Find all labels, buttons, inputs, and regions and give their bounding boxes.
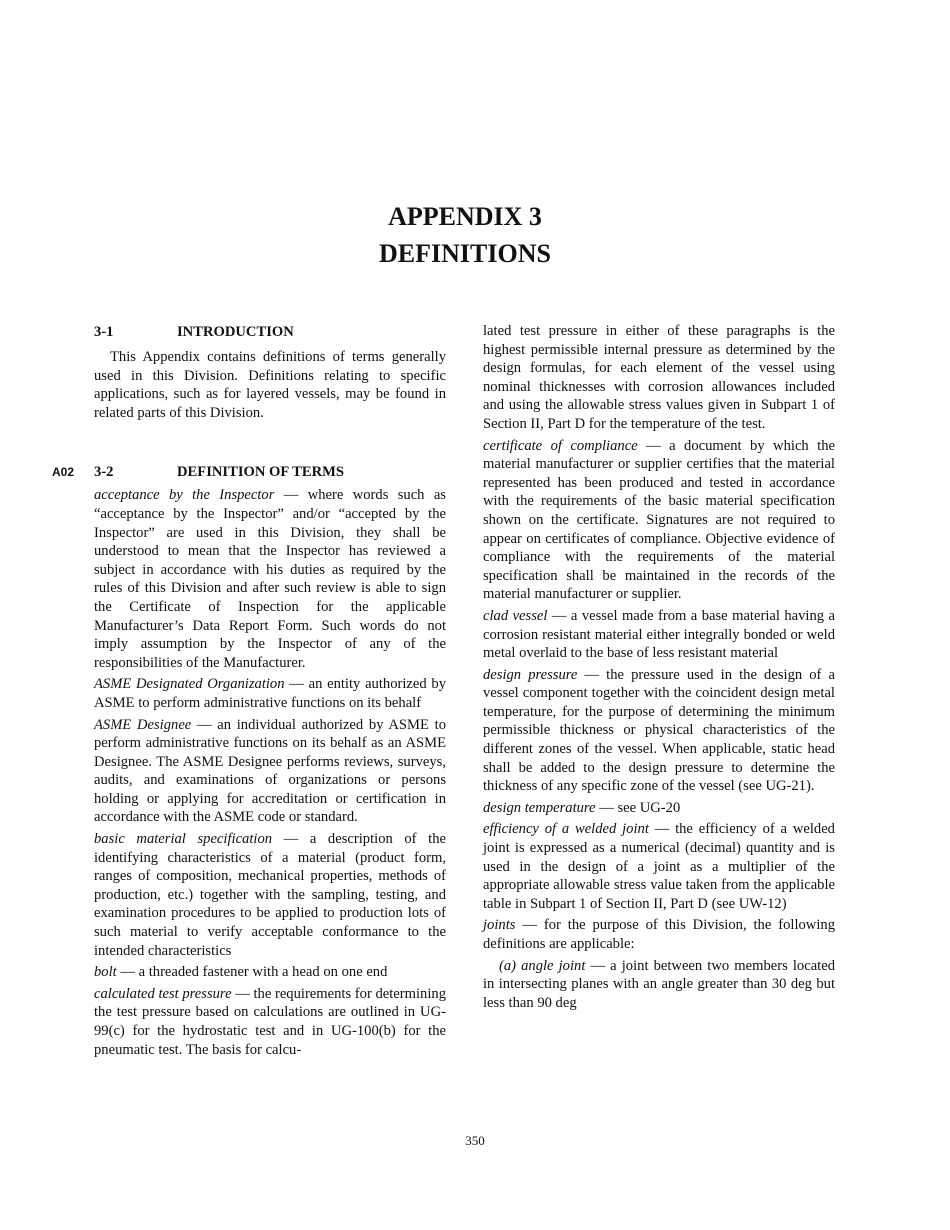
- definition-entry: [483, 799, 835, 818]
- section-title: DEFINITION OF TERMS: [177, 464, 345, 481]
- definition-entry: [94, 985, 446, 1059]
- definition-text: — a joint between two members located in intersecting planes with an angle greater than 30 deg but less than 90 deg: [483, 957, 835, 1011]
- definition-entry: [483, 820, 835, 913]
- definition-term: bolt: [94, 964, 117, 981]
- definition-term: basic material specification: [94, 831, 273, 848]
- section-number: 3-1: [94, 324, 114, 340]
- definition-entry: [94, 675, 446, 712]
- definition-term: calculated test pressure: [94, 985, 232, 1002]
- definition-text: — the pressure used in the design of a vessel component together with the coincident design metal temperature, for the purpose of determining the minimum permissible thickness or physical characteristics of the different zones of the vessel. When applicable, static head shall be added to the design pressure to determine the thickness of any specific zone of the vessel (see UG-21).: [483, 666, 835, 795]
- definition-subentry: [483, 957, 835, 1013]
- right-column: [483, 322, 835, 1015]
- section-title: INTRODUCTION: [177, 324, 294, 340]
- definition-text: — a threaded fastener with a head on one end: [116, 964, 388, 981]
- appendix-title: DEFINITIONS: [379, 239, 551, 268]
- intro-paragraph: This Appendix contains definitions of terms generally used in this Division. Definitions relating to specific applications, such as for layered vessels, may be found in related parts of this Division.: [94, 349, 446, 421]
- definition-text: — the requirements for determining the test pressure based on calculations are outlined in UG-99(c) for the hydrostatic test and in UG-100(b) for the pneumatic test. The basis for calcu-: [94, 985, 446, 1058]
- definition-entry: [483, 437, 835, 604]
- left-column: [52, 322, 446, 1062]
- definition-text: — a document by which the material manufacturer or supplier certifies that the material represented has been produced and tested in accordance with the requirements of the basic material specification shown on the certificate. Signatures are not required to appear on certificates of compliance. Objective evidence of compliance with the requirements of the material specification shall be maintained in the records of the material manufacturer or supplier.: [483, 437, 835, 603]
- definition-text: — for the purpose of this Division, the following definitions are applicable:: [483, 917, 835, 952]
- definition-term: design temperature: [483, 799, 596, 816]
- definition-entry: [94, 486, 446, 672]
- definition-entry: [483, 607, 835, 663]
- page-number: 350: [465, 1133, 485, 1148]
- definition-text: — a description of the identifying characteristics of a material (product form, ranges of composition, mechanical properties, methods of production, etc.) together with the sampling, testing, and examination procedures to be applied to production lots of such material to verify acceptable conformance to the intended characteristics: [94, 831, 446, 959]
- definition-text: — see UG-20: [595, 799, 681, 816]
- definition-text: — where words such as “acceptance by the Inspector” and/or “accepted by the Inspector” are used in this Division, they shall be understood to mean that the Inspector has reviewed a subject in accordance with his duties as required by the rules of this Division and after such review is able to sign the Certificate of Inspection for the applicable Manufacturer’s Data Report Form. Such words do not imply assumption by the Inspector of any of the responsibilities of the Manufacturer.: [94, 487, 446, 671]
- definition-entry: [483, 666, 835, 796]
- definition-entry: [94, 830, 446, 960]
- section-heading-definitions: [52, 462, 446, 482]
- definition-text: — an individual authorized by ASME to perform administrative functions on its behalf as an ASME Designee. The ASME Designee performs reviews, surveys, audits, and examinations of organizations or persons holding or applying for accreditation or certification in accordance with the ASME code or standard.: [94, 716, 446, 826]
- definition-text: — the efficiency of a welded joint is expressed as a numerical (decimal) quantity and is used in the design of a joint as a multiplier of the appropriate allowable stress value taken from the applicable table in Subpart 1 of Section II, Part D (see UW-12): [483, 821, 835, 912]
- definition-term: efficiency of a welded joint: [483, 821, 649, 838]
- definition-continuation: lated test pressure in either of these paragraphs is the highest permissible internal pressure as determined by the design formulas, for each element of the vessel using nominal thicknesses with corrosion allowances included and using the allowable stress values given in Subpart 1 of Section II, Part D for the temperature of the test.: [483, 323, 835, 432]
- definition-term: acceptance by the Inspector: [94, 487, 275, 504]
- definition-term: joints: [483, 917, 516, 934]
- definition-term: ASME Designated Organization: [94, 676, 285, 693]
- definition-term: clad vessel: [483, 607, 548, 624]
- definition-text: — a vessel made from a base material having a corrosion resistant material either integrally bonded or weld metal overlaid to the base of less resistant material: [483, 607, 835, 662]
- definition-term: certificate of compliance: [483, 437, 638, 454]
- definition-entry: [94, 716, 446, 828]
- definition-term: design pressure: [483, 666, 578, 683]
- appendix-number: APPENDIX 3: [388, 202, 542, 231]
- section-number: 3-2: [94, 464, 114, 481]
- definition-term: ASME Designee: [94, 716, 192, 733]
- definition-entry: [94, 963, 446, 982]
- definition-entry: [483, 916, 835, 953]
- revision-marker: A02: [52, 465, 75, 480]
- page-title: [0, 198, 950, 272]
- definition-text: — an entity authorized by ASME to perform administrative functions on its behalf: [94, 676, 446, 711]
- section-heading-intro: [94, 322, 446, 342]
- definition-term: (a) angle joint: [499, 957, 586, 974]
